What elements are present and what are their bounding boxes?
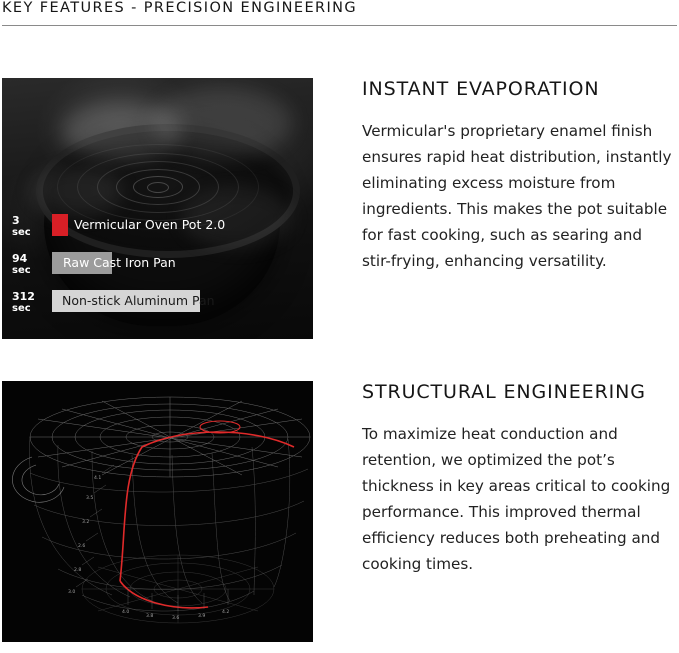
legend-label: Raw Cast Iron Pan bbox=[63, 255, 176, 270]
evaporation-legend bbox=[12, 213, 304, 327]
wireframe-svg bbox=[2, 381, 313, 642]
svg-text:3.9: 3.9 bbox=[198, 614, 206, 619]
svg-text:3.0: 3.0 bbox=[68, 590, 76, 595]
wireframe-pot-diagram bbox=[2, 381, 313, 642]
feature-body: To maximize heat conduction and retention, we optimized the pot’s thickness in key areas critical to cooking performance. This improved thermal efficiency reduces both preheating and cooking times. bbox=[362, 425, 671, 573]
svg-text:4.1: 4.1 bbox=[94, 476, 102, 481]
steam-cloud bbox=[32, 166, 122, 216]
svg-text:2.8: 2.8 bbox=[74, 568, 82, 573]
legend-row bbox=[12, 289, 304, 323]
legend-time-value: 312 bbox=[12, 290, 35, 303]
feature-image-wireframe-pot bbox=[2, 381, 313, 642]
legend-time-unit: sec bbox=[12, 227, 31, 238]
steam-cloud bbox=[152, 88, 292, 158]
legend-label: Vermicular Oven Pot 2.0 bbox=[74, 217, 226, 232]
legend-label: Non-stick Aluminum Pan bbox=[62, 293, 215, 308]
section-header bbox=[0, 0, 679, 30]
svg-text:2.6: 2.6 bbox=[78, 544, 86, 549]
legend-bar bbox=[52, 214, 68, 236]
legend-time bbox=[12, 253, 46, 277]
header-divider bbox=[2, 25, 677, 26]
page-title: KEY FEATURES - PRECISION ENGINEERING bbox=[2, 0, 358, 16]
feature-image-steaming-pot bbox=[2, 78, 313, 339]
svg-text:4.0: 4.0 bbox=[122, 610, 130, 615]
svg-text:3.5: 3.5 bbox=[86, 496, 94, 501]
svg-text:3.2: 3.2 bbox=[82, 520, 90, 525]
legend-row bbox=[12, 251, 304, 285]
legend-time-unit: sec bbox=[12, 303, 31, 314]
feature-title: INSTANT EVAPORATION bbox=[362, 78, 600, 100]
legend-time bbox=[12, 291, 46, 315]
legend-time-value: 94 bbox=[12, 252, 28, 265]
ripple-ring bbox=[147, 182, 169, 193]
feature-title: STRUCTURAL ENGINEERING bbox=[362, 381, 646, 403]
feature-text-structural-engineering bbox=[362, 381, 674, 577]
feature-body: Vermicular's proprietary enamel finish ensures rapid heat distribution, instantly eliminating excess moisture from ingredients. This makes the pot suitable for fast cooking, such as searing and stir-frying, enhancing versatility. bbox=[362, 122, 672, 270]
svg-text:3.8: 3.8 bbox=[146, 614, 154, 619]
feature-text-instant-evaporation bbox=[362, 78, 674, 274]
steaming-pot-photo bbox=[2, 78, 313, 339]
svg-text:4.2: 4.2 bbox=[222, 610, 230, 615]
legend-time-value: 3 bbox=[12, 214, 20, 227]
legend-row bbox=[12, 213, 304, 247]
legend-time bbox=[12, 215, 46, 239]
legend-time-unit: sec bbox=[12, 265, 31, 276]
svg-text:3.6: 3.6 bbox=[172, 616, 180, 621]
